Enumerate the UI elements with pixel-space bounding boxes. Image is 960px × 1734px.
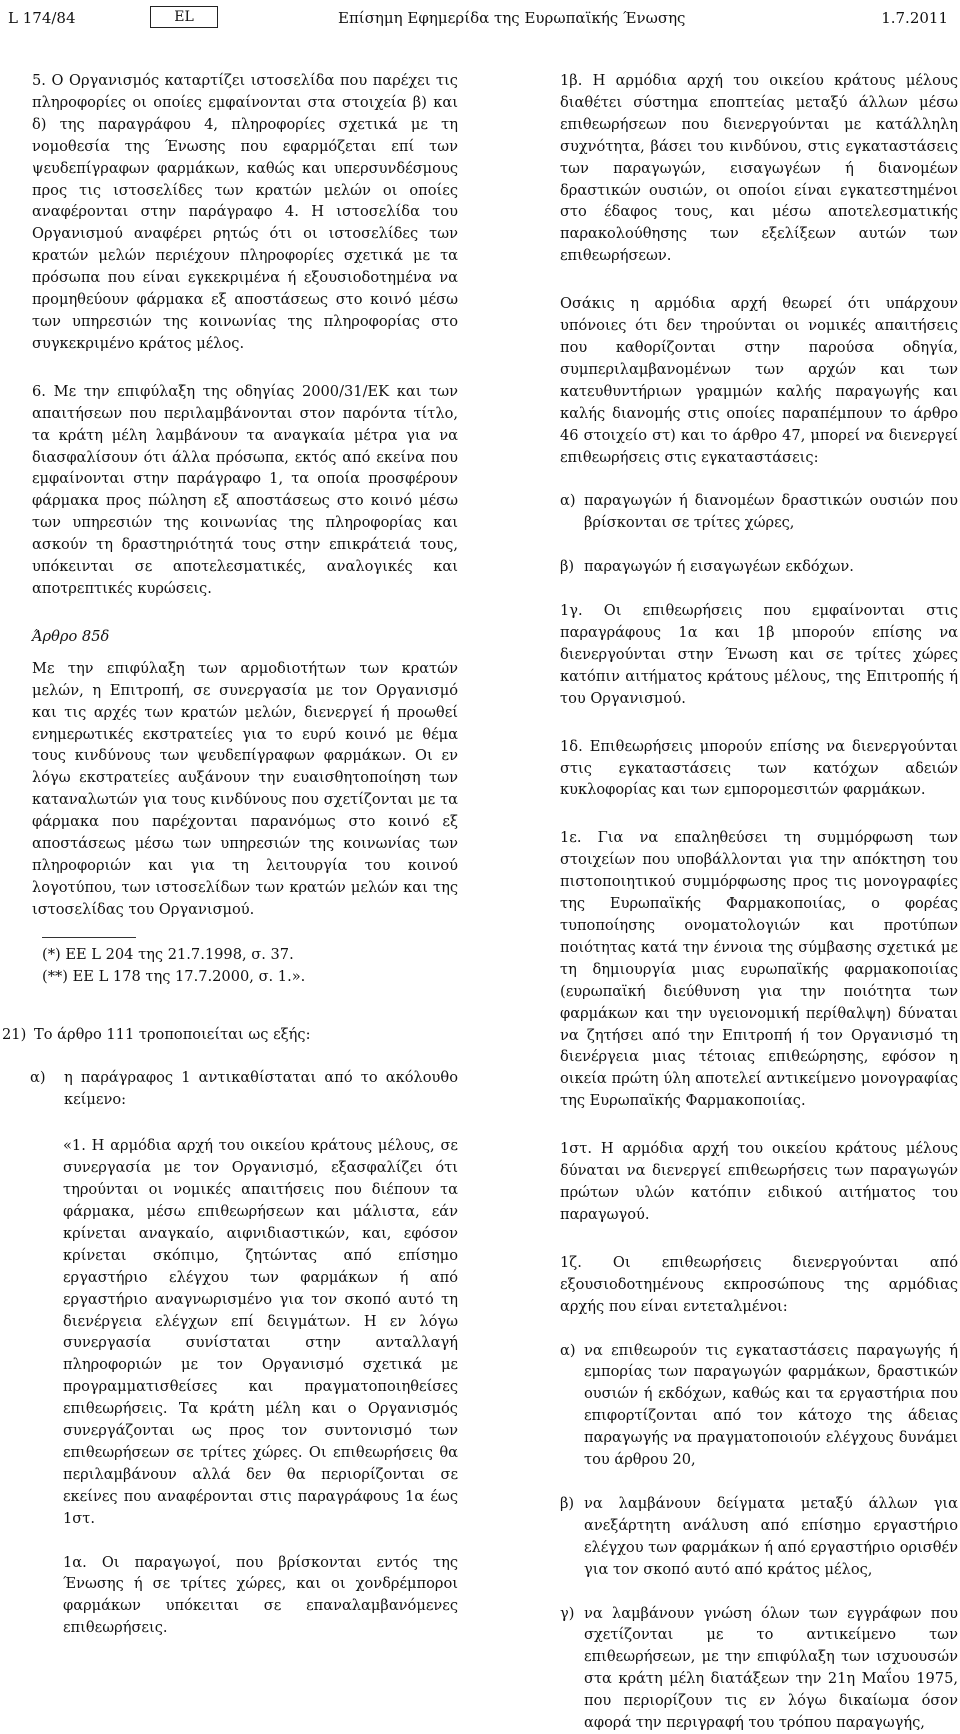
amendment-number: 21)	[2, 1025, 27, 1043]
paragraph-1b: 1β. Η αρμόδια αρχή του οικείου κράτους μέλους διαθέτει σύστημα εποπτείας μεταξύ άλλων μέσω επιθεωρήσεων που διενεργούνται με κατάλληλη συχνότητα, βάσει του κινδύνου, στις εγκαταστάσεις των παραγωγών, εισαγωγέων ή διανομέων δραστικών ουσιών, οι οποίοι είναι εγκατεστημένοι στο έδαφος τους, και μέσω αποτελεσματικής παρακολούθησης των εξελίξεων αυτών των επιθεωρήσεων.	[560, 72, 958, 265]
sub-item-a-text: η παράγραφος 1 αντικαθίσταται από το ακόλουθο κείμενο:	[64, 1069, 458, 1109]
paragraph-6: 6. Με την επιφύλαξη της οδηγίας 2000/31/ΕΚ και των απαιτήσεων που περιλαμβάνονται στον παρόντα τίτλο, τα κράτη μέλη λαμβάνουν τα αναγκαία μέτρα για να διασφαλίσουν ότι άλλα πρόσωπα, εκτός από εκείνα που εμφαίνονται στην παράγραφο 1, τα οποία προσφέρουν φάρμακα προς πώληση εξ αποστάσεως στο κοινό μέσω των υπηρεσιών της κοινωνίας της πληροφορίας και ασκούν τη δραστηριότητά τους στην επικράτειά τους, υπόκεινται σε αποτελεσματικές, αναλογικές και αποτρεπτικές κυρώσεις.	[32, 382, 458, 597]
article-heading: Άρθρο 85δ	[32, 627, 110, 645]
footnote-rule	[42, 937, 136, 938]
paragraph-5: 5. Ο Οργανισμός καταρτίζει ιστοσελίδα που παρέχει τις πληροφορίες οι οποίες εμφαίνονται στα στοιχεία β) και δ) της παραγράφου 4, πληροφορίες σχετικά με τη νομοθεσία της Ένωσης που εφαρμόζεται επί των ψευδεπίγραφων φαρμάκων, καθώς και υπερσυνδέσμους προς τις ιστοσελίδες των κρατών μελών οι οποίες αναφέρονται στην παράγραφο 4. Η ιστοσελίδα του Οργανισμού αναφέρει ρητώς ότι οι ιστοσελίδες των κρατών μελών περιέχουν πληροφορίες σχετικά με τα πρόσωπα που είναι εγκεκριμένα ή εξουσιοδοτημένα να προμηθεύουν φάρμακα εξ αποστάσεως στο κοινό μέσω των υπηρεσιών της κοινωνίας της πληροφορίας στο συγκεκριμένο κράτος μέλος.	[32, 72, 458, 352]
article-85d-text: Με την επιφύλαξη των αρμοδιοτήτων των κρατών μελών, η Επιτροπή, σε συνεργασία με τον Οργανισμό και τις αρχές των κρατών μελών, διενεργεί ή προωθεί ενημερωτικές εκστρατείες για το ευρύ κοινό με θέμα τους κινδύνους των ψευδεπίγραφων φαρμάκων. Οι εν λόγω εκστρατείες αυξάνουν την ευαισθητοποίηση των καταναλωτών για τους κινδύνους που σχετίζονται με τα φάρμακα που παρέχονται παρανόμως στο κοινό εξ αποστάσεως μέσω των υπηρεσιών της κοινωνίας των πληροφοριών και για τη λειτουργία του κοινού λογοτύπου, των ιστοσελίδων των κρατών μελών και της ιστοσελίδας του Οργανισμού.	[32, 659, 458, 918]
list-item: β) να λαμβάνουν δείγματα μεταξύ άλλων για ανεξάρτητη ανάλυση από επίσημο εργαστήριο ελέγχου των φαρμάκων ή από εργαστήριο ορισθέν για τον σκοπό αυτό από κράτος μέλος,	[560, 1494, 958, 1578]
language-code-box: EL	[150, 6, 218, 28]
footnote-1: (*) ΕΕ L 204 της 21.7.1998, σ. 37.	[42, 945, 294, 963]
amendment-text: Το άρθρο 111 τροποποιείται ως εξής:	[34, 1025, 311, 1043]
paragraph-1d: 1δ. Επιθεωρήσεις μπορούν επίσης να διενεργούνται στις εγκαταστάσεις των κατόχων αδειών κυκλοφορίας και των εμπορομεσιτών φαρμάκων.	[560, 737, 958, 799]
list-item: α) να επιθεωρούν τις εγκαταστάσεις παραγωγής ή εμπορίας των παραγωγών φαρμάκων, δραστικών ουσιών ή εκδόχων, καθώς και τα εργαστήρια που επιφορτίζονται από τον κάτοχο της άδειας παραγωγής να πραγματοποιούν ελέγχους δυνάμει του άρθρου 20,	[560, 1341, 958, 1469]
list-item: γ) να λαμβάνουν γνώση όλων των εγγράφων που σχετίζονται με το αντικείμενο των επιθεωρήσεων, με την επιφύλαξη των ισχυουσών στα κράτη μέλη διατάξεων την 21η Μαΐου 1975, που περιορίζουν τις εν λόγω δικαίωμα όσον αφορά την περιγραφή του τρόπου παραγωγής,	[560, 1604, 958, 1732]
footnote-2: (**) ΕΕ L 178 της 17.7.2000, σ. 1.».	[42, 967, 306, 985]
paragraph-suspicion: Οσάκις η αρμόδια αρχή θεωρεί ότι υπάρχουν υπόνοιες ότι δεν τηρούνται οι νομικές απαιτήσεις που καθορίζονται στην παρούσα οδηγία, συμπεριλαμβανομένων των αρχών και των κατευθυντήριων γραμμών καλής παραγωγής και καλής διανομής στις οποίες παραπέμπουν το άρθρο 46 στοιχείο στ) και το άρθρο 47, μπορεί να διενεργεί επιθεωρήσεις στις εγκαταστάσεις:	[560, 295, 958, 466]
list-item: β) παραγωγών ή εισαγωγέων εκδόχων.	[560, 558, 854, 576]
list-item: α) παραγωγών ή διανομέων δραστικών ουσιών που βρίσκονται σε τρίτες χώρες,	[560, 492, 958, 532]
amendment-21	[2, 1024, 458, 1046]
paragraph-1z: 1ζ. Οι επιθεωρήσεις διενεργούνται από εξουσιοδοτημένους εκπροσώπους της αρμόδιας αρχής που είναι εντεταλμένοι:	[560, 1253, 958, 1315]
right-column	[560, 70, 958, 1734]
paragraph-1c: 1γ. Οι επιθεωρήσεις που εμφαίνονται στις παραγράφους 1α και 1β μπορούν επίσης να διενεργούνται στην Ένωση και σε τρίτες χώρες κατόπιν αιτήματος κράτους μέλους, της Επιτροπής ή του Οργανισμού.	[560, 602, 958, 707]
paragraph-1st: 1στ. Η αρμόδια αρχή του οικείου κράτους μέλους δύναται να διενεργεί επιθεωρήσεις των παραγωγών πρώτων υλών κατόπιν ειδικού αιτήματος του παραγωγού.	[560, 1140, 958, 1223]
quoted-paragraph-1: «1. Η αρμόδια αρχή του οικείου κράτους μέλους, σε συνεργασία με τον Οργανισμό, εξασφαλίζει ότι τηρούνται οι νομικές απαιτήσεις που διέπουν τα φάρμακα, μέσω επιθεωρήσεων και μάλιστα, εάν κρίνεται αναγκαίο, αιφνιδιαστικών, και, εφόσον κρίνεται σκόπιμο, ζητώντας από επίσημο εργαστήριο ελέγχου των φαρμάκων ή από εργαστήριο αναγνωρισμένο για τον σκοπό αυτό τη διενέργεια ελέγχων επί δειγμάτων. Η εν λόγω συνεργασία συνίσταται στην ανταλλαγή πληροφοριών με τον Οργανισμό σχετικά με προγραμματισθείσες και πραγματοποιηθείσες επιθεωρήσεις. Τα κράτη μέλη και ο Οργανισμός συνεργάζονται ως προς τον συντονισμό των επιθεωρήσεων σε τρίτες χώρες. Οι επιθεωρήσεις θα περιλαμβάνουν αλλά δεν θα περιορίζονται σε εκείνες που αναφέρονται στις παραγράφους 1α έως 1στ.	[63, 1137, 458, 1527]
journal-title: Επίσημη Εφημερίδα της Ευρωπαϊκής Ένωσης	[338, 9, 686, 27]
quoted-paragraph-1a: 1α. Οι παραγωγοί, που βρίσκονται εντός της Ένωσης ή σε τρίτες χώρες, και οι χονδρέμποροι φαρμάκων υπόκειται σε επαναλαμβανόμενες επιθεωρήσεις.	[63, 1553, 458, 1637]
sub-item-a-mark: α)	[30, 1069, 46, 1087]
sub-item-a	[30, 1067, 458, 1111]
left-column	[2, 70, 458, 1639]
page-number: L 174/84	[8, 9, 76, 27]
page-header	[8, 6, 948, 34]
paragraph-1e: 1ε. Για να επαληθεύσει τη συμμόρφωση των στοιχείων που υποβάλλονται για την απόκτηση του πιστοποιητικού συμμόρφωσης προς τις μονογραφίες της Ευρωπαϊκής Φαρμακοποιίας, ο φορέας τυποποίησης ονοματολογιών και προτύπων ποιότητας κατά την έννοια της σύμβασης σχετικά με τη δημιουργία μιας ευρωπαϊκής φαρμακοποιίας (ευρωπαϊκή διεύθυνση για την ποιότητα των φαρμάκων και την υγειονομική περίθαλψη) δύναται να ζητήσει από την Επιτροπή ή τον Οργανισμό τη διενέργεια μιας τέτοιας επιθεώρησης, εφόσον η οικεία πρώτη ύλη αποτελεί αντικείμενο μονογραφίας της Ευρωπαϊκής Φαρμακοποιίας.	[560, 829, 958, 1110]
issue-date: 1.7.2011	[881, 9, 948, 27]
